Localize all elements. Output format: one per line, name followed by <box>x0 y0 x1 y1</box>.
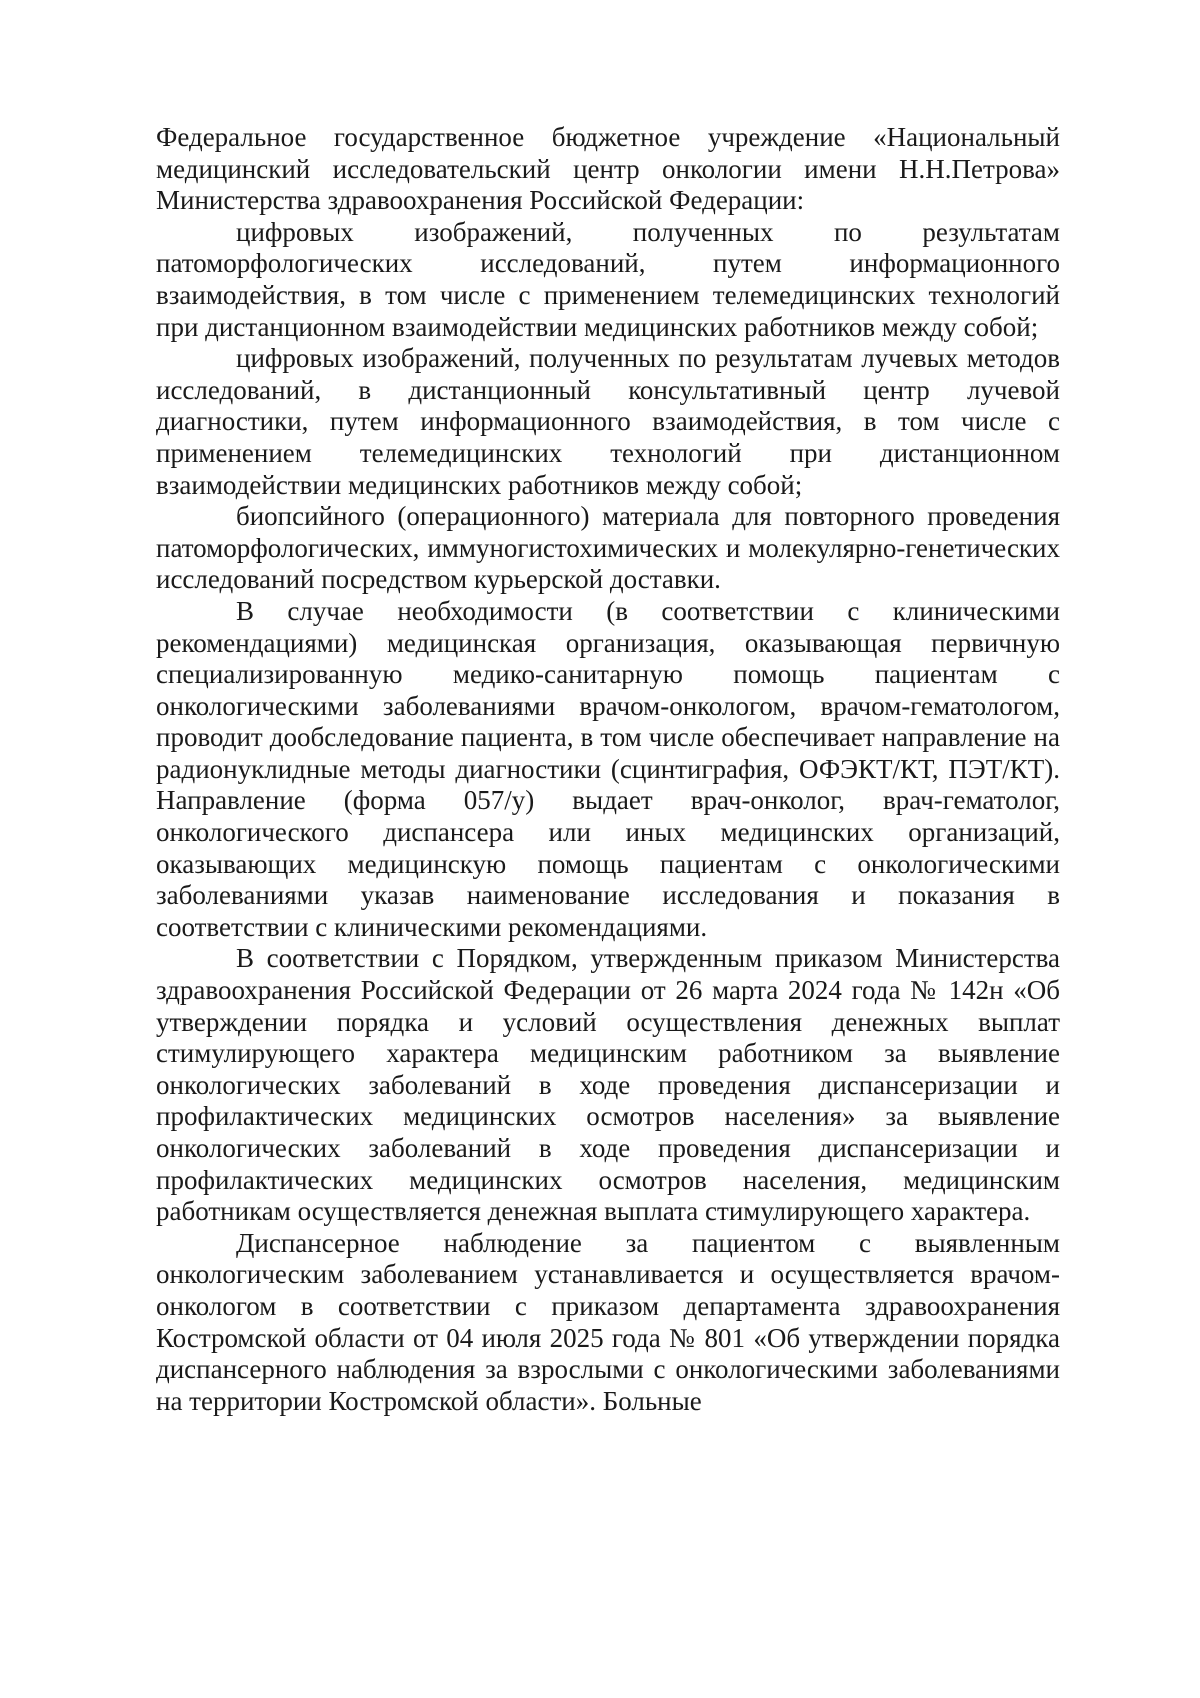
paragraph-institution: Федеральное государственное бюджетное учреждение «Национальный медицинский исследовательский центр онкологии имени Н.Н.Петрова» Министерства здравоохранения Российской Федерации: <box>156 122 1060 216</box>
document-body <box>156 122 1060 1417</box>
paragraph-stimulating-payments: В соответствии с Порядком, утвержденным приказом Министерства здравоохранения Российской Федерации от 26 марта 2024 года № 142н «Об утверждении порядка и условий осуществления денежных выплат стимулирующего характера медицинским работником за выявление онкологических заболеваний в ходе проведения диспансеризации и профилактических медицинских осмотров населения» за выявление онкологических заболеваний в ходе проведения диспансеризации и профилактических медицинских осмотров населения, медицинским работникам осуществляется денежная выплата стимулирующего характера. <box>156 943 1060 1227</box>
paragraph-digital-pathology-images: цифровых изображений, полученных по результатам патоморфологических исследований, путем информационного взаимодействия, в том числе с применением телемедицинских технологий при дистанционном взаимодействии медицинских работников между собой; <box>156 216 1060 342</box>
paragraph-dispensary-observation: Диспансерное наблюдение за пациентом с выявленным онкологическим заболеванием устанавливается и осуществляется врачом-онкологом в соответствии с приказом департамента здравоохранения Костромской области от 04 июля 2025 года № 801 «Об утверждении порядка диспансерного наблюдения за взрослыми с онкологическими заболеваниями на территории Костромской области». Больные <box>156 1227 1060 1416</box>
paragraph-digital-radiology-images: цифровых изображений, полученных по результатам лучевых методов исследований, в дистанционный консультативный центр лучевой диагностики, путем информационного взаимодействия, в том числе с применением телемедицинских технологий при дистанционном взаимодействии медицинских работников между собой; <box>156 343 1060 500</box>
paragraph-biopsy-material: биопсийного (операционного) материала для повторного проведения патоморфологических, иммуногистохимических и молекулярно-генетических исследований посредством курьерской доставки. <box>156 501 1060 595</box>
paragraph-additional-examination: В случае необходимости (в соответствии с клиническими рекомендациями) медицинская организация, оказывающая первичную специализированную медико-санитарную помощь пациентам с онкологическими заболеваниями врачом-онкологом, врачом-гематологом, проводит дообследование пациента, в том числе обеспечивает направление на радионуклидные методы диагностики (сцинтиграфия, ОФЭКТ/КТ, ПЭТ/КТ). Направление (форма 057/у) выдает врач-онколог, врач-гематолог, онкологического диспансера или иных медицинских организаций, оказывающих медицинскую помощь пациентам с онкологическими заболеваниями указав наименование исследования и показания в соответствии с клиническими рекомендациями. <box>156 595 1060 942</box>
